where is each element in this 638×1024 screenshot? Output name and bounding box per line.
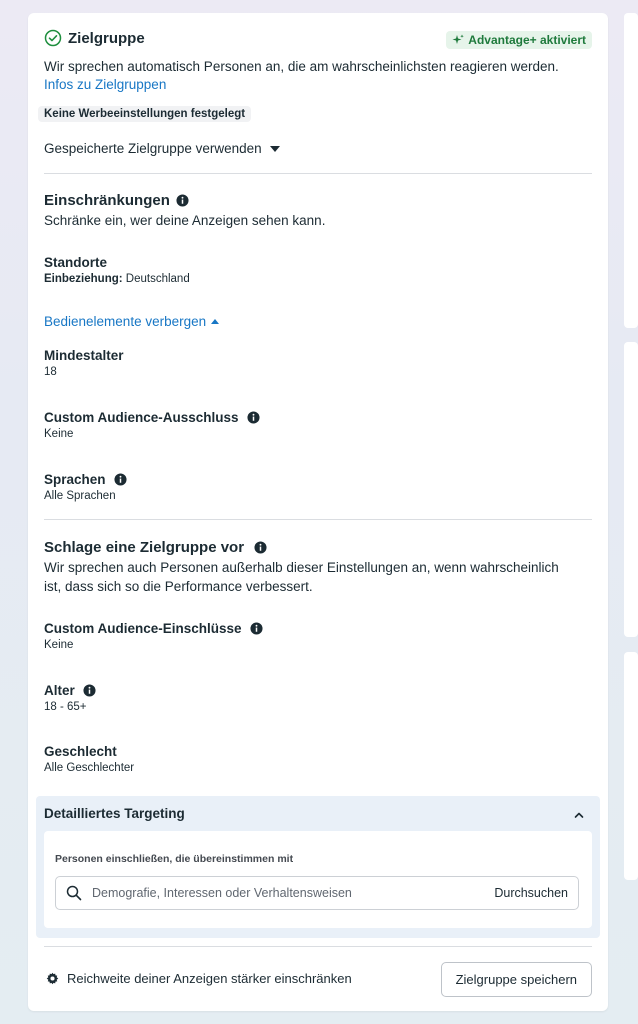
sparkle-icon (452, 34, 464, 46)
audience-description: Wir sprechen automatisch Personen an, die am wahrscheinlichsten reagieren werden. (44, 59, 559, 74)
languages-label-row (44, 472, 127, 487)
min-age-value: 18 (44, 366, 57, 378)
hide-controls-link[interactable] (44, 314, 219, 329)
locations-prefix: Einbeziehung: (44, 273, 123, 285)
languages-value: Alle Sprachen (44, 490, 116, 502)
suggestion-description-line2: ist, dass sich so die Performance verbessert. (44, 579, 313, 594)
include-people-label: Personen einschließen, die übereinstimmen mit (55, 853, 294, 865)
save-audience-button[interactable]: Zielgruppe speichern (441, 962, 592, 997)
audience-title: Zielgruppe (68, 29, 145, 47)
divider (44, 519, 592, 520)
detailed-targeting-section (36, 796, 600, 938)
gender-value: Alle Geschlechter (44, 762, 135, 774)
chevron-up-icon (211, 319, 219, 324)
detailed-targeting-title: Detailliertes Targeting (44, 806, 185, 821)
restrictions-description: Schränke ein, wer deine Anzeigen sehen kann. (44, 213, 326, 228)
custom-exclusion-label-row (44, 410, 260, 425)
background-panel-right-3 (624, 652, 638, 880)
info-icon[interactable] (254, 541, 267, 554)
gender-field[interactable] (44, 744, 134, 774)
hide-controls-label: Bedienelemente verbergen (44, 314, 207, 329)
custom-inclusion-label-row (44, 621, 263, 636)
divider (44, 173, 592, 174)
languages-label: Sprachen (44, 472, 106, 487)
info-icon[interactable] (176, 194, 189, 207)
suggestion-description (44, 558, 559, 596)
browse-button[interactable]: Durchsuchen (494, 886, 568, 900)
custom-inclusion-label: Custom Audience-Einschlüsse (44, 621, 242, 636)
locations-field[interactable] (44, 255, 190, 285)
languages-field[interactable] (44, 472, 127, 502)
targeting-search-box (55, 876, 579, 910)
narrow-reach-label: Reichweite deiner Anzeigen stärker einschränken (67, 971, 352, 986)
suggestion-description-line1: Wir sprechen auch Personen außerhalb dieser Einstellungen an, wenn wahrscheinlich (44, 560, 559, 575)
suggestion-title-row (44, 539, 267, 556)
check-circle-icon (44, 29, 62, 47)
audience-title-row (44, 29, 145, 47)
custom-audience-inclusion-field[interactable] (44, 621, 263, 651)
locations-country: Deutschland (125, 273, 190, 285)
custom-audience-exclusion-field[interactable] (44, 410, 260, 440)
saved-audience-dropdown[interactable] (44, 141, 280, 156)
restrictions-title: Einschränkungen (44, 192, 170, 209)
min-age-field[interactable] (44, 348, 124, 378)
targeting-search-input[interactable] (92, 886, 494, 900)
age-value: 18 - 65+ (44, 701, 87, 713)
chevron-down-icon (270, 146, 280, 152)
chevron-up-icon[interactable] (574, 810, 584, 820)
custom-exclusion-label: Custom Audience-Ausschluss (44, 410, 239, 425)
detailed-targeting-panel (44, 831, 592, 928)
info-icon[interactable] (83, 684, 96, 697)
info-icon[interactable] (247, 411, 260, 424)
gear-icon (46, 972, 59, 985)
advantage-badge (446, 31, 592, 49)
age-label-row (44, 683, 96, 698)
audience-card (28, 13, 608, 1011)
gender-label: Geschlecht (44, 744, 117, 759)
background-panel-right-2 (624, 342, 638, 637)
locations-label: Standorte (44, 255, 108, 270)
custom-exclusion-value: Keine (44, 428, 74, 440)
divider (44, 946, 592, 947)
age-label: Alter (44, 683, 75, 698)
age-field[interactable] (44, 683, 96, 713)
saved-audience-dropdown-label: Gespeicherte Zielgruppe verwenden (44, 141, 262, 156)
suggestion-title: Schlage eine Zielgruppe vor (44, 539, 245, 556)
no-ad-settings-chip: Keine Werbeeinstellungen festgelegt (38, 106, 251, 122)
locations-value (44, 273, 190, 285)
min-age-label: Mindestalter (44, 348, 124, 363)
search-icon (66, 885, 82, 901)
info-icon[interactable] (114, 473, 127, 486)
narrow-reach-link[interactable] (46, 971, 352, 986)
restrictions-title-row (44, 192, 189, 209)
advantage-badge-label: Advantage+ aktiviert (468, 33, 586, 47)
custom-inclusion-value: Keine (44, 639, 74, 651)
background-panel-right-1 (624, 13, 638, 328)
info-icon[interactable] (250, 622, 263, 635)
audience-info-link[interactable]: Infos zu Zielgruppen (44, 77, 167, 92)
